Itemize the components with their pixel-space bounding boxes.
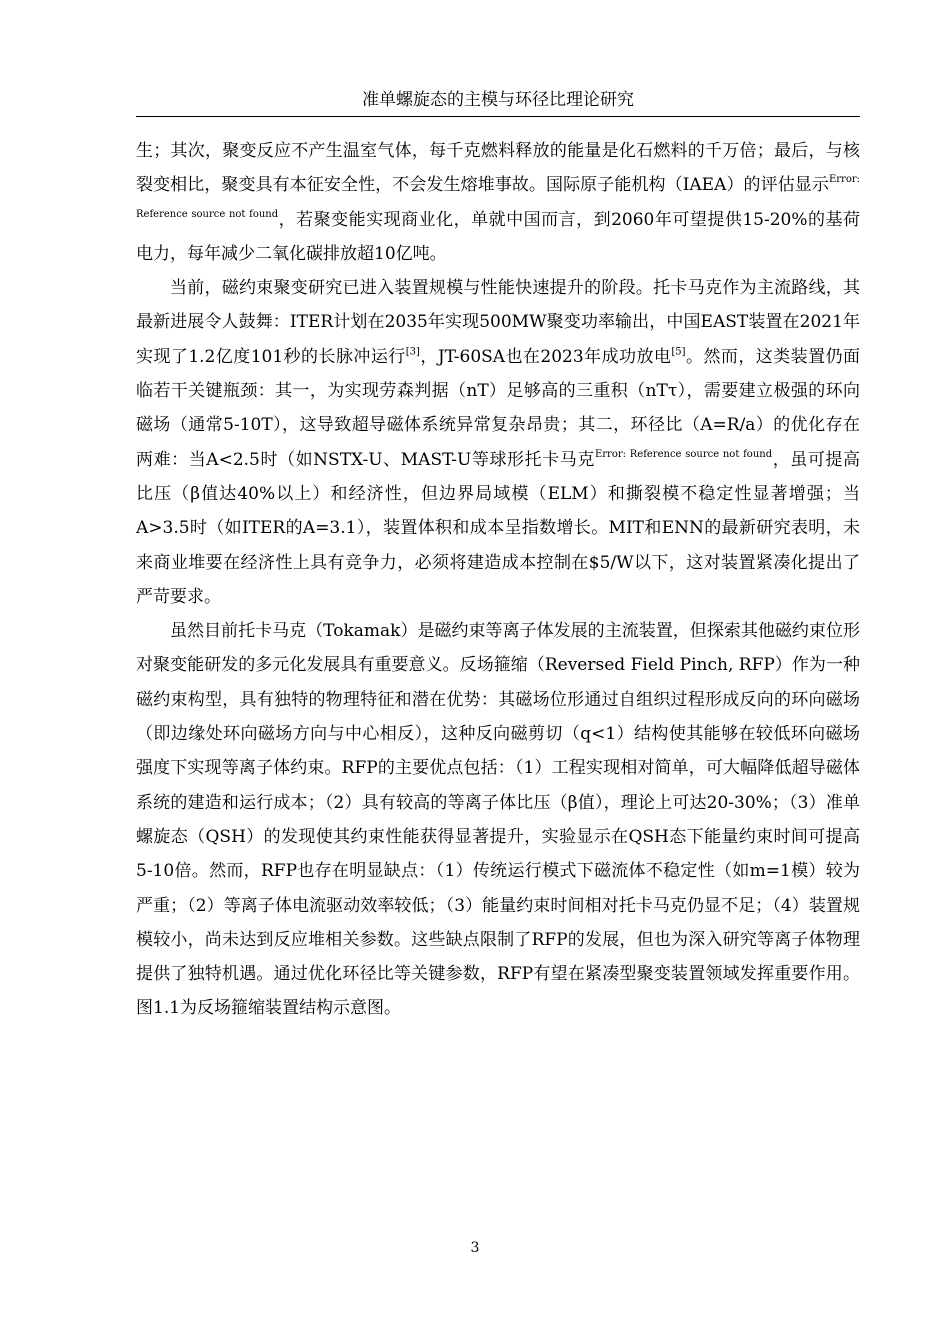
paragraph-text: ，若聚变能实现商业化，单就中国而言，到2060年可望提供15-20%的基荷电力，每年减少二氧化碳排放超10亿吨。 [136,209,860,264]
running-header-title: 准单螺旋态的主模与环径比理论研究 [136,88,860,117]
paragraph-text: 生；其次，聚变反应不产生温室气体，每千克燃料释放的能量是化石燃料的千万倍；最后，与核裂变相比，聚变具有本征安全性，不会发生熔堆事故。国际原子能机构（IAEA）的评估显示 [136,141,860,196]
paragraph-text: 虽然目前托卡马克（Tokamak）是磁约束等离子体发展的主流装置，但探索其他磁约束位形对聚变能研发的多元化发展具有重要意义。反场箍缩（Reversed Field Pinch, RFP）作为一种磁约束构型，具有独特的物理特征和潜在优势：其磁场位形通过自组织过程形成反向的环向磁场（即边缘处环向磁场方向与中心相反），这种反向磁剪切（q<1）结构使其能够在较低环向磁场强度下实现等离子体约束。RFP的主要优点包括：（1）工程实现相对简单，可大幅降低超导磁体系统的建造和运行成本；（2）具有较高的等离子体比压（β值），理论上可达20-30%；（3）准单螺旋态（QSH）的发现使其约束性能获得显著提升，实验显示在QSH态下能量约束时间可提高5-10倍。然而，RFP也存在明显缺点：（1）传统运行模式下磁流体不稳定性（如m=1模）较为严重；（2）等离子体电流驱动效率较低；（3）能量约束时间相对托卡马克仍显不足；（4）装置规模较小，尚未达到反应堆相关参数。这些缺点限制了RFP的发展，但也为深入研究等离子体物理提供了独特机遇。通过优化环径比等关键参数，RFP有望在紧凑型聚变装置领域发挥重要作用。图1.1为反场箍缩装置结构示意图。 [136,621,860,1019]
body-text [136,134,860,1026]
paragraph-text: 当前，磁约束聚变研究已进入装置规模与性能快速提升的阶段。托卡马克作为主流路线，其最新进展令人鼓舞：ITER计划在2035年实现500MW聚变功率输出，中国EAST装置在2021年实现了1.2亿度101秒的长脉冲运行 [136,278,860,367]
paragraph [136,614,860,1026]
paragraph-text: ，JT-60SA也在2023年成功放电 [419,346,672,367]
reference-error-note: Error: Reference source not found [594,448,773,460]
paragraph-text: 。然而，这类装置仍面临若干关键瓶颈：其一，为实现劳森判据（nT）足够高的三重积（nTτ），需要建立极强的环向磁场（通常5-10T），这导致超导磁体系统异常复杂昂贵；其二，环径比（A=R/a）的优化存在两难：当A<2.5时（如NSTX-U、MAST-U等球形托卡马克 [136,346,861,470]
reference-error-note: Error: Reference source not found [136,174,860,220]
paragraph-text: ，虽可提高比压（β值达40%以上）和经济性，但边界局域模（ELM）和撕裂模不稳定性显著增强；当A>3.5时（如ITER的A=3.1），装置体积和成本呈指数增长。MIT和ENN的最新研究表明，未来商业堆要在经济性上具有竞争力，必须将建造成本控制在$5/W以下，这对装置紧凑化提出了严苛要求。 [136,449,860,607]
citation-superscript: [3] [405,346,420,358]
paragraph [136,271,860,614]
page-number: 3 [470,1240,480,1256]
citation-superscript: [5] [671,346,686,358]
paragraph [136,134,860,271]
